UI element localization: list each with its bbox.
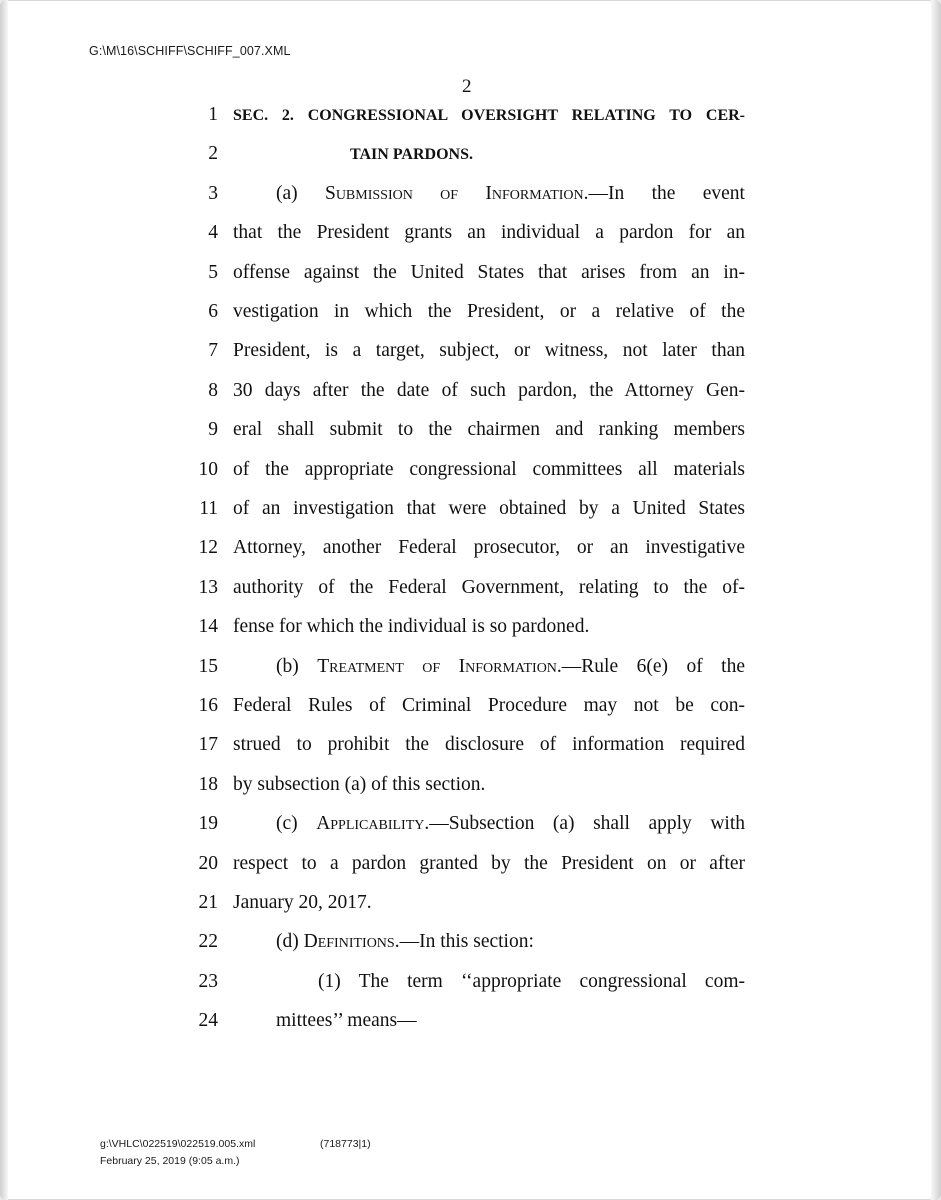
line-number: 2 [208,143,218,165]
text-run: 30 days after the date of such pardon, the Attorney Gen- [233,379,745,401]
line-number: 9 [208,419,218,441]
file-path-header: G:\M\16\SCHIFF\SCHIFF_007.XML [89,44,291,58]
text-run: Federal Rules of Criminal Procedure may not be con- [233,695,745,716]
text-run: fense for which the individual is so pardoned. [233,616,590,638]
line-text [233,577,745,599]
line-number: 1 [208,104,218,125]
text-run: (1) The term ‘‘appropriate congressional com- [318,970,745,992]
line-number: 22 [198,931,218,953]
text-run: respect to a pardon granted by the President on or after [233,852,745,874]
line-text [233,616,745,638]
line-number: 21 [198,892,218,913]
line-text [233,340,745,362]
line-number: 23 [198,970,218,992]
subsection-heading: Submission of Information [324,182,584,204]
page-edge-left [0,0,8,1200]
text-run: that the President grants an individual a pardon for an [233,222,745,244]
line-text [233,262,745,284]
text-run: .—Subsection (a) shall apply with [424,813,745,835]
footer-doc-id: (718773|1) [320,1138,371,1150]
line-number: 13 [198,576,218,598]
line-text [233,419,745,441]
line-number: 17 [198,734,218,756]
text-run: SEC. 2. CONGRESSIONAL OVERSIGHT RELATING TO CER- [233,107,745,124]
text-run: .—Rule 6(e) of the [556,655,745,677]
line-number: 11 [199,498,218,519]
line-text [233,498,745,520]
footer-date-time: February 25, 2019 (9:05 a.m.) [100,1155,240,1167]
line-number: 6 [208,301,218,322]
line-number: 7 [208,340,218,362]
text-run: President, is a target, subject, or witness, not later than [233,340,745,362]
line-text [350,146,500,164]
line-text [233,734,745,756]
text-run: (b) [276,655,318,677]
line-number: 19 [198,813,218,835]
text-run: offense against the United States that arises from an in- [233,261,745,283]
line-number: 10 [198,458,218,480]
subsection-heading: Applicability [316,813,425,835]
line-text [233,301,745,323]
line-text [233,695,745,717]
text-run: (c) [276,813,317,835]
footer-code-path: g:\VHLC\022519\022519.005.xml [100,1138,256,1150]
line-number: 12 [198,537,218,559]
text-run: Attorney, another Federal prosecutor, or an investigative [233,537,745,559]
line-number: 4 [208,222,218,244]
line-text [233,537,745,559]
text-run: TAIN PARDONS. [350,146,473,164]
line-text [276,931,576,953]
page-number: 2 [462,76,472,97]
text-run: of the appropriate congressional committees all materials [233,458,745,480]
line-text [276,813,745,835]
line-text [233,459,745,481]
page-edge-right [931,0,941,1200]
text-run: .—In this section: [394,931,534,953]
line-text [233,774,745,796]
line-number: 16 [198,695,218,716]
text-run: January 20, 2017. [233,892,372,913]
text-run: vestigation in which the President, or a relative of the [233,301,745,322]
line-number: 20 [198,852,218,874]
line-text [233,892,745,914]
line-text [276,656,745,678]
line-text [233,222,745,244]
line-text [276,1010,476,1032]
line-number: 14 [198,616,218,638]
line-text [276,183,745,205]
line-number: 3 [208,182,218,204]
text-run: strued to prohibit the disclosure of information required [233,734,745,756]
line-text [233,380,745,402]
text-run: of an investigation that were obtained by a United States [233,498,745,519]
line-number: 18 [198,773,218,795]
text-run: (a) [276,182,325,204]
line-number: 15 [198,655,218,677]
line-text [233,853,745,875]
text-run: authority of the Federal Government, relating to the of- [233,576,745,598]
subsection-heading: Treatment of Information [317,655,557,677]
line-number: 5 [208,261,218,283]
line-text [233,107,745,125]
line-text [318,971,745,993]
text-run: .—In the event [583,182,745,204]
subsection-heading: Definitions [303,931,395,953]
text-run: (d) [276,931,304,953]
line-number: 24 [198,1010,218,1032]
line-number: 8 [208,379,218,401]
text-run: eral shall submit to the chairmen and ranking members [233,419,745,441]
text-run: by subsection (a) of this section. [233,773,486,795]
text-run: mittees’’ means— [276,1010,417,1032]
